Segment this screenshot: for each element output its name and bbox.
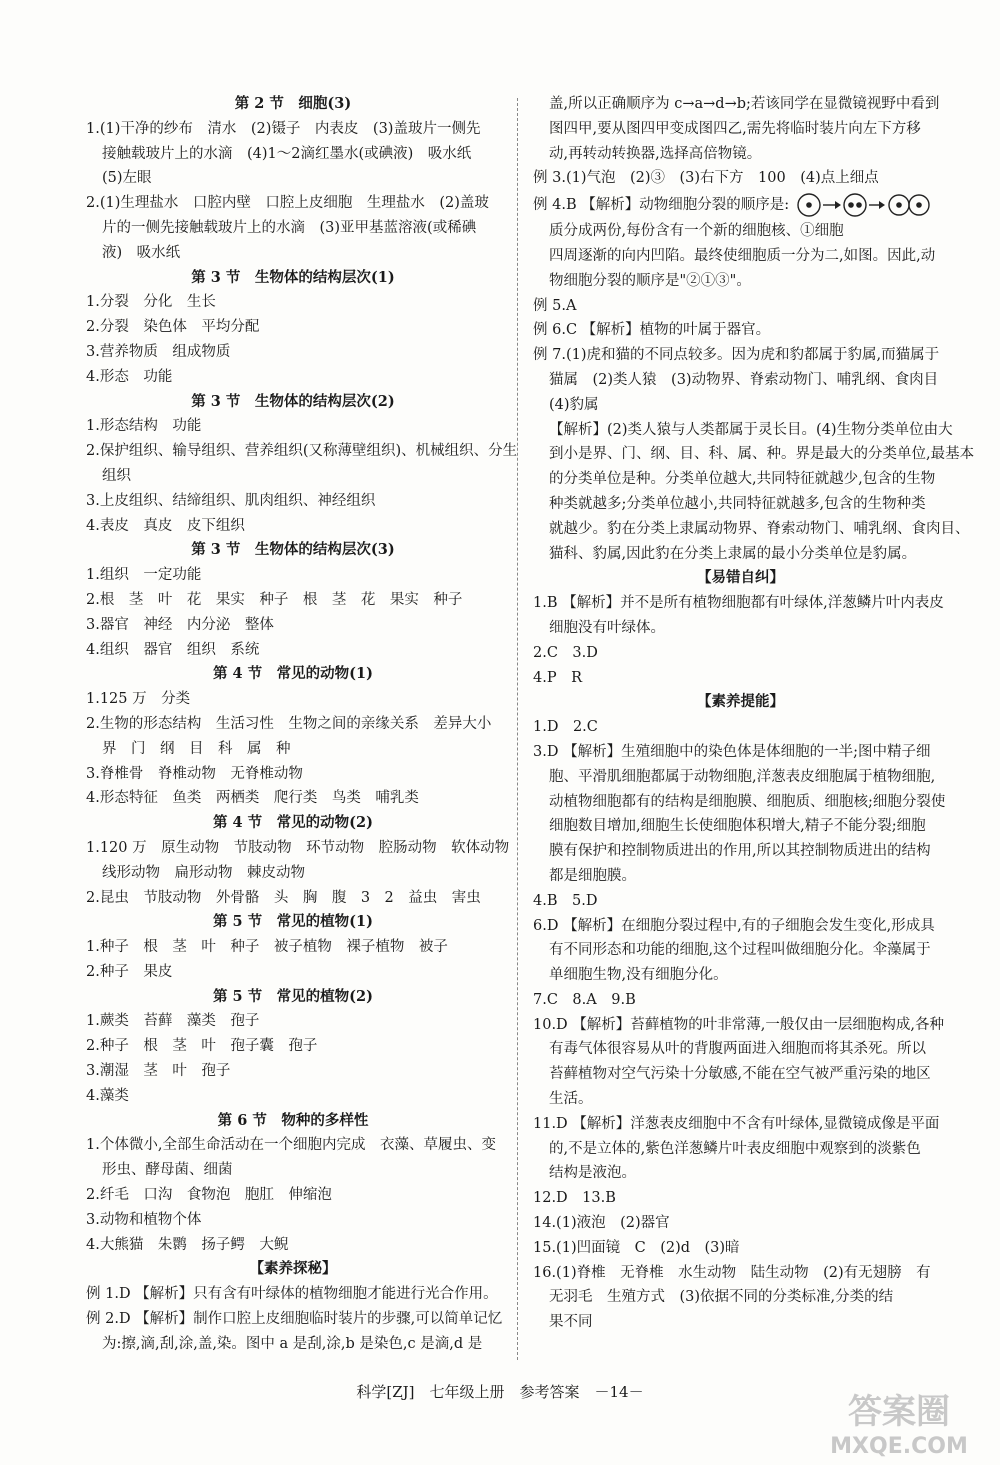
answer-text: 到小是界、门、纲、目、科、属、种。界是最大的分类单位,最基本 <box>549 446 975 463</box>
answer-line <box>86 1034 500 1059</box>
section-heading <box>86 1109 500 1134</box>
section-heading <box>86 92 500 117</box>
answer-line <box>533 393 948 418</box>
section-heading <box>86 910 500 935</box>
answer-text: 1.分裂 分化 生长 <box>86 294 216 311</box>
answer-line <box>533 92 948 117</box>
answer-line <box>86 712 500 737</box>
answer-text: 1.120 万 原生动物 节肢动物 环节动物 腔肠动物 软体动物 <box>86 839 510 856</box>
answer-text: 液) 吸水纸 <box>102 244 181 261</box>
answer-line <box>533 641 948 666</box>
watermark-bottom: MXQE.COM <box>830 1434 968 1459</box>
answer-text: 第 6 节 物种的多样性 <box>217 1111 369 1129</box>
answer-text: 动植物细胞都有的结构是细胞膜、细胞质、细胞核;细胞分裂使 <box>549 793 946 810</box>
answer-text: 的,不是立体的,紫色洋葱鳞片叶表皮细胞中观察到的淡紫色 <box>549 1140 921 1157</box>
answer-text: 6.D 【解析】在细胞分裂过程中,有的子细胞会发生变化,形成具 <box>533 917 935 934</box>
answer-line <box>533 1137 948 1162</box>
answer-text: 1.D 2.C <box>533 719 598 736</box>
answer-line <box>533 191 948 219</box>
answer-text: 11.D 【解析】洋葱表皮细胞中不含有叶绿体,显微镜成像是平面 <box>533 1115 940 1132</box>
answer-line <box>86 191 500 216</box>
answer-text: 4.P R <box>533 669 583 686</box>
answer-text: 界 门 纲 目 科 属 种 <box>102 740 291 757</box>
answer-line <box>86 514 500 539</box>
answer-text: 片的一侧先接触载玻片上的水滴 (3)亚甲基蓝溶液(或稀碘 <box>102 219 477 236</box>
answer-text: 第 4 节 常见的动物(2) <box>213 814 373 832</box>
answer-text: 结构是液泡。 <box>549 1165 636 1182</box>
answer-line <box>86 1084 500 1109</box>
answer-text: 4.组织 器官 组织 系统 <box>86 641 260 658</box>
answer-text: 1.组织 一定功能 <box>86 567 202 584</box>
answer-text: 盖,所以正确顺序为 c→a→d→b;若该同学在显微镜视野中看到 <box>549 96 940 112</box>
answer-line <box>86 762 500 787</box>
answer-text: 图四甲,要从图四甲变成图四乙,需先将临时装片向左下方移 <box>549 120 921 137</box>
answer-line <box>86 886 500 911</box>
answer-line <box>86 786 500 811</box>
answer-line <box>533 1062 948 1087</box>
answer-line <box>533 715 948 740</box>
answer-text: 第 4 节 常见的动物(1) <box>213 665 373 683</box>
answer-line <box>533 864 948 889</box>
answer-text: 2.昆虫 节肢动物 外骨骼 头 胸 腹 3 2 益虫 害虫 <box>86 889 481 906</box>
answer-line <box>533 542 948 567</box>
answer-text: 2.分裂 染色体 平均分配 <box>86 319 260 336</box>
right-column <box>533 92 975 1335</box>
answer-line <box>533 988 948 1013</box>
answer-line <box>86 1307 503 1332</box>
answer-text: 4.形态 功能 <box>86 368 173 385</box>
answer-text: 第 3 节 生物体的结构层次(2) <box>191 392 395 410</box>
answer-line <box>533 269 948 294</box>
answer-line <box>533 938 948 963</box>
answer-text: 2.种子 果皮 <box>86 963 173 980</box>
answer-text: 接触载玻片上的水滴 (4)1～2滴红墨水(或碘液) 吸水纸 <box>102 145 472 162</box>
answer-line <box>86 216 500 241</box>
answer-line <box>86 414 500 439</box>
answer-line <box>533 1112 948 1137</box>
answer-text: (4)豹属 <box>549 396 599 413</box>
answer-line <box>533 1161 948 1186</box>
answer-line <box>86 1282 500 1307</box>
answer-line <box>86 315 500 340</box>
answer-text: 细胞没有叶绿体。 <box>549 619 665 636</box>
answer-line <box>86 1208 500 1233</box>
answer-line <box>533 442 975 467</box>
answer-line <box>86 340 500 365</box>
answer-line <box>533 1211 948 1236</box>
left-column <box>86 92 518 1357</box>
answer-text: 第 2 节 细胞(3) <box>234 95 352 112</box>
answer-line <box>533 839 948 864</box>
answer-text: 1.个体微小,全部生命活动在一个细胞内完成 衣藻、草履虫、变 <box>86 1137 496 1154</box>
answer-text: 2.根 茎 叶 花 果实 种子 根 茎 花 果实 种子 <box>86 591 463 608</box>
answer-line <box>86 613 500 638</box>
answer-text: 例 2.D 【解析】制作口腔上皮细胞临时装片的步骤,可以简单记忆 <box>86 1311 503 1328</box>
section-heading <box>533 690 948 715</box>
answer-text: 有不同形态和功能的细胞,这个过程叫做细胞分化。伞藻属于 <box>549 942 931 959</box>
answer-text: 例 1.D 【解析】只有含有叶绿体的植物细胞才能进行光合作用。 <box>86 1286 498 1303</box>
answer-line <box>86 960 500 985</box>
answer-text: 猫属 (2)类人猿 (3)动物界、脊索动物门、哺乳纲、食肉目 <box>549 371 939 388</box>
answer-text: 4.大熊猫 朱鹮 扬子鳄 大鲵 <box>86 1236 289 1253</box>
answer-line <box>533 418 953 443</box>
answer-text: 线形动物 扁形动物 棘皮动物 <box>102 864 305 881</box>
answer-text: 4.藻类 <box>86 1087 129 1104</box>
answer-line <box>533 814 948 839</box>
answer-text: 1.(1)干净的纱布 清水 (2)镊子 内表皮 (3)盖玻片一侧先 <box>86 120 481 137</box>
answer-text: 细胞数目增加,细胞生长使细胞体积增大,精子不能分裂;细胞 <box>549 818 926 835</box>
answer-line <box>533 343 948 368</box>
answer-text: 3.脊椎骨 脊椎动物 无脊椎动物 <box>86 765 303 782</box>
answer-text: 组织 <box>102 467 131 484</box>
answer-text: 【解析】(2)类人猿与人类都属于灵长目。(4)生物分类单位由大 <box>549 421 953 438</box>
answer-line <box>533 219 948 244</box>
answer-line <box>86 1009 500 1034</box>
answer-line <box>86 290 500 315</box>
answer-text: 【素养提能】 <box>697 693 784 711</box>
answer-line <box>86 464 500 489</box>
answer-text: 【易错自纠】 <box>697 569 784 587</box>
answer-line <box>533 142 948 167</box>
answer-text: 就越少。豹在分类上隶属动物界、脊索动物门、哺乳纲、食肉目、 <box>549 520 970 537</box>
answer-text: 无羽毛 生殖方式 (3)依据不同的分类标准,分类的结 <box>549 1289 894 1306</box>
answer-text: 【素养探秘】 <box>249 1260 337 1278</box>
answer-text: (5)左眼 <box>102 170 152 187</box>
answer-text: 生活。 <box>549 1091 593 1108</box>
answer-text: 4.表皮 真皮 皮下组织 <box>86 517 245 534</box>
answer-line <box>533 1087 948 1112</box>
answer-text: 1.B 【解析】并不是所有植物细胞都有叶绿体,洋葱鳞片叶内表皮 <box>533 595 944 612</box>
answer-line <box>533 1261 948 1286</box>
answer-line <box>533 963 948 988</box>
answer-line <box>533 889 948 914</box>
answer-line <box>533 517 970 542</box>
answer-line <box>533 1186 948 1211</box>
answer-text: 单细胞生物,没有细胞分化。 <box>549 967 728 984</box>
section-heading <box>533 566 948 591</box>
answer-text: 2.C 3.D <box>533 644 598 661</box>
answer-text: 例 7.(1)虎和猫的不同点较多。因为虎和豹都属于豹属,而猫属于 <box>533 347 940 364</box>
answer-line <box>533 1236 948 1261</box>
answer-line <box>86 687 500 712</box>
answer-line <box>86 737 500 762</box>
answer-text: 4.B 5.D <box>533 892 598 909</box>
answer-text: 3.器官 神经 内分泌 整体 <box>86 616 274 633</box>
answer-text: 3.D 【解析】生殖细胞中的染色体是体细胞的一半;图中精子细 <box>533 743 931 760</box>
answer-line <box>533 166 948 191</box>
answer-line <box>86 836 510 861</box>
answer-line <box>533 591 948 616</box>
answer-text: 4.形态特征 鱼类 两栖类 爬行类 鸟类 哺乳类 <box>86 790 419 807</box>
answer-text: 2.(1)生理盐水 口腔内壁 口腔上皮细胞 生理盐水 (2)盖玻 <box>86 195 489 212</box>
answer-text: 为:擦,滴,刮,涂,盖,染。图中 a 是刮,涂,b 是染色,c 是滴,d 是 <box>102 1335 483 1352</box>
answer-line <box>86 1059 500 1084</box>
answer-text: 第 3 节 生物体的结构层次(1) <box>191 268 395 286</box>
answer-line <box>533 244 948 269</box>
answer-line <box>86 861 500 886</box>
answer-line <box>533 666 948 691</box>
answer-line <box>86 489 500 514</box>
section-heading <box>86 1257 500 1282</box>
answer-text: 16.(1)脊椎 无脊椎 水生动物 陆生动物 (2)有无翅膀 有 <box>533 1264 931 1281</box>
answer-text: 1.蕨类 苔藓 藻类 孢子 <box>86 1013 260 1030</box>
answer-text: 1.形态结构 功能 <box>86 418 202 435</box>
column-divider <box>517 98 519 1360</box>
answer-line <box>86 241 500 266</box>
answer-text: 1.125 万 分类 <box>86 691 191 708</box>
watermark-top: 答案圈 <box>848 1392 950 1432</box>
section-heading <box>86 390 500 415</box>
answer-text: 物细胞分裂的顺序是"②①③"。 <box>549 272 751 289</box>
answer-text: 形虫、酵母菌、细菌 <box>102 1162 233 1179</box>
section-heading <box>86 985 500 1010</box>
answer-line <box>533 318 948 343</box>
answer-line <box>533 1285 948 1310</box>
answer-text: 例 4.B 【解析】动物细胞分裂的顺序是: <box>533 197 790 214</box>
answer-line <box>86 166 500 191</box>
answer-line <box>86 1332 500 1357</box>
answer-line <box>86 1233 500 1258</box>
answer-text: 7.C 8.A 9.B <box>533 991 636 1008</box>
answer-text: 的分类单位是种。分类单位越大,共同特征就越少,包含的生物 <box>549 471 936 488</box>
answer-text: 例 3.(1)气泡 (2)③ (3)右下方 100 (4)点上细点 <box>533 170 879 187</box>
answer-line <box>86 563 500 588</box>
answer-text: 第 5 节 常见的植物(1) <box>213 913 373 931</box>
section-heading <box>86 811 500 836</box>
answer-line <box>533 765 948 790</box>
answer-text: 3.动物和植物个体 <box>86 1211 202 1228</box>
section-heading <box>86 266 500 291</box>
answer-text: 2.纤毛 口沟 食物泡 胞肛 伸缩泡 <box>86 1187 332 1204</box>
section-heading <box>86 662 500 687</box>
answer-text: 质分成两份,每份含有一个新的细胞核、①细胞 <box>549 223 844 240</box>
answer-text: 例 6.C 【解析】植物的叶属于器官。 <box>533 322 771 339</box>
answer-text: 例 5.A <box>533 297 577 314</box>
answer-text: 2.生物的形态结构 生活习性 生物之间的亲缘关系 差异大小 <box>86 715 492 732</box>
answer-text: 都是细胞膜。 <box>549 867 636 884</box>
page-footer: 科学[ZJ] 七年级上册 参考答案 －14－ <box>356 1383 644 1401</box>
section-heading <box>86 538 500 563</box>
answer-text: 四周逐渐的向内凹陷。最终使细胞质一分为二,如图。因此,动 <box>549 247 936 264</box>
answer-line <box>533 467 948 492</box>
answer-line <box>533 117 948 142</box>
answer-line <box>533 1037 948 1062</box>
answer-text: 种类就越多;分类单位越小,共同特征就越多,包含的生物种类 <box>549 495 926 512</box>
answer-line <box>86 588 500 613</box>
answer-text: 膜有保护和控制物质进出的作用,所以其控制物质进出的结构 <box>549 843 931 860</box>
answer-line <box>533 616 948 641</box>
answer-line <box>533 740 948 765</box>
answer-text: 胞、平滑肌细胞都属于动物细胞,洋葱表皮细胞属于植物细胞, <box>549 768 936 785</box>
answer-text: 第 3 节 生物体的结构层次(3) <box>191 541 395 559</box>
answer-line <box>533 914 948 939</box>
cell-division-figure <box>795 191 935 219</box>
answer-line <box>533 790 948 815</box>
answer-text: 3.潮湿 茎 叶 孢子 <box>86 1063 231 1080</box>
answer-line <box>533 368 948 393</box>
answer-text: 苔藓植物对空气污染十分敏感,不能在空气被严重污染的地区 <box>549 1066 931 1083</box>
answer-line <box>86 638 500 663</box>
answer-text: 3.上皮组织、结缔组织、肌肉组织、神经组织 <box>86 492 376 509</box>
answer-text: 10.D 【解析】苔藓植物的叶非常薄,一般仅由一层细胞构成,各种 <box>533 1016 945 1033</box>
answer-text: 1.种子 根 茎 叶 种子 被子植物 裸子植物 被子 <box>86 939 448 956</box>
answer-text: 3.营养物质 组成物质 <box>86 343 231 360</box>
answer-text: 动,再转动转换器,选择高倍物镜。 <box>549 145 762 162</box>
answer-line <box>86 365 500 390</box>
answer-line <box>86 1183 500 1208</box>
answer-line <box>86 142 500 167</box>
answer-text: 第 5 节 常见的植物(2) <box>213 987 373 1005</box>
answer-line <box>86 439 518 464</box>
answer-line <box>86 1158 500 1183</box>
answer-line <box>533 1310 948 1335</box>
answer-text: 2.种子 根 茎 叶 孢子囊 孢子 <box>86 1038 318 1055</box>
answer-line <box>86 1133 500 1158</box>
answer-text: 2.保护组织、输导组织、营养组织(又称薄壁组织)、机械组织、分生 <box>86 443 518 460</box>
answer-line <box>533 492 948 517</box>
answer-text: 14.(1)液泡 (2)器官 <box>533 1215 670 1232</box>
answer-text: 15.(1)凹面镜 C (2)d (3)暗 <box>533 1239 740 1256</box>
answer-line <box>86 117 500 142</box>
answer-line <box>533 1013 948 1038</box>
answer-text: 有毒气体很容易从叶的背腹两面进入细胞而将其杀死。所以 <box>549 1041 926 1058</box>
answer-text: 果不同 <box>549 1314 593 1331</box>
answer-text: 猫科、豹属,因此豹在分类上隶属的最小分类单位是豹属。 <box>549 545 917 562</box>
answer-text: 12.D 13.B <box>533 1190 616 1207</box>
watermark-logo <box>806 1385 992 1463</box>
answer-line <box>86 935 500 960</box>
answer-line <box>533 294 948 319</box>
